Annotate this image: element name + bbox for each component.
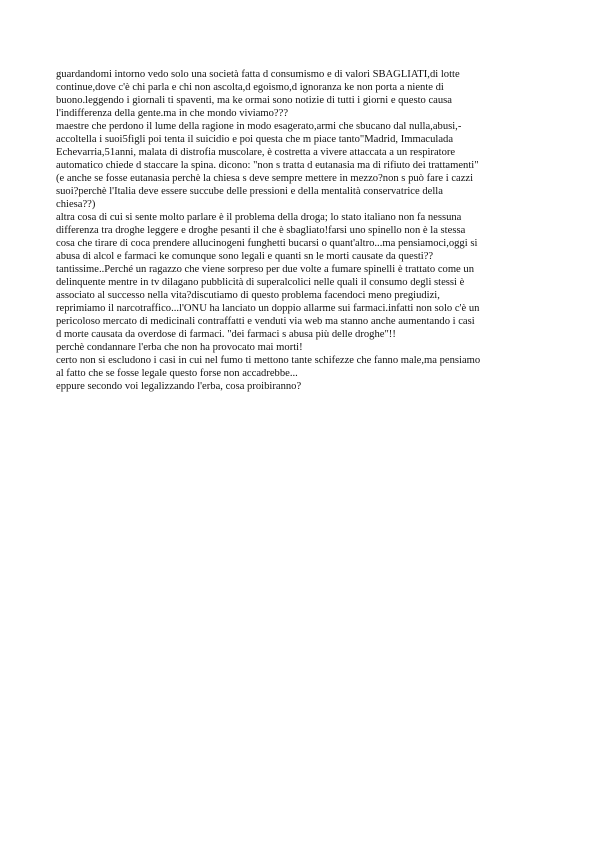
text-line: guardandomi intorno vedo solo una società fatta d consumismo e di valori SBAGLIATI,di lotte bbox=[56, 69, 460, 80]
text-line: suoi?perchè l'Italia deve essere succube delle pressioni e della mentalità conservatrice della bbox=[56, 186, 443, 197]
text-line: delinquente mentre in tv dilagano pubblicità di superalcolici nelle quali il consumo degli stessi è bbox=[56, 277, 465, 288]
text-line: chiesa??) bbox=[56, 199, 96, 210]
text-line: cosa che tirare di coca prendere allucinogeni funghetti bucarsi o quant'altro...ma pensiamoci,oggi si bbox=[56, 238, 478, 249]
text-line: accoltella i suoi5figli poi tenta il suicidio e poi questa che m piace tanto"Madrid, Immaculada bbox=[56, 134, 454, 145]
text-line: (e anche se fosse eutanasia perchè la chiesa s deve sempre mettere in mezzo?non s può fare i cazzi bbox=[56, 173, 474, 184]
text-line: l'indifferenza della gente.ma in che mondo viviamo??? bbox=[56, 108, 289, 119]
text-line: certo non si escludono i casi in cui nel fumo ti mettono tante schifezze che fanno male,ma pensiamo bbox=[56, 355, 481, 366]
text-line: reprimiamo il narcotraffico...l'ONU ha lanciato un doppio allarme sui farmaci.infatti non solo c'è un bbox=[56, 303, 480, 314]
text-line: eppure secondo voi legalizzando l'erba, cosa proibiranno? bbox=[56, 381, 302, 392]
text-line: associato al successo nella vita?discutiamo di questo problema facendoci meno pregiudizi, bbox=[56, 290, 440, 301]
text-line: altra cosa di cui si sente molto parlare è il problema della droga; lo stato italiano non fa nessuna bbox=[56, 212, 462, 223]
text-line: tantissime..Perché un ragazzo che viene sorpreso per due volte a fumare spinelli è trattato come un bbox=[56, 264, 474, 275]
text-line: differenza tra droghe leggere e droghe pesanti il che è sbagliato!farsi uno spinello non è la stessa bbox=[56, 225, 466, 236]
text-line: continue,dove c'è chi parla e chi non ascolta,d egoismo,d ignoranza ke non porta a niente di bbox=[56, 82, 444, 93]
text-line: abusa di alcol e farmaci ke comunque sono legali e quanti sn le morti causate da questi?? bbox=[56, 251, 434, 262]
body-text bbox=[56, 68, 546, 393]
text-line: buono.leggendo i giornali ti spaventi, ma ke ormai sono notizie di tutti i giorni e questo causa bbox=[56, 95, 453, 106]
text-line: Echevarria,51anni, malata di distrofia muscolare, è costretta a vivere attaccata a un respiratore bbox=[56, 147, 456, 158]
text-line: maestre che perdono il lume della ragione in modo esagerato,armi che sbucano dal nulla,abusi,- bbox=[56, 121, 462, 132]
text-line: automatico chiede d staccare la spina. dicono: "non s tratta d eutanasia ma di rifiuto dei trattamenti" bbox=[56, 160, 479, 171]
text-line: d morte causata da overdose di farmaci. "dei farmaci s abusa più delle droghe"!! bbox=[56, 329, 396, 340]
text-line: perchè condannare l'erba che non ha provocato mai morti! bbox=[56, 342, 303, 353]
text-line: al fatto che se fosse legale questo forse non accadrebbe... bbox=[56, 368, 298, 379]
text-line: pericoloso mercato di medicinali contraffatti e venduti via web ma stanno anche aumentando i casi bbox=[56, 316, 475, 327]
